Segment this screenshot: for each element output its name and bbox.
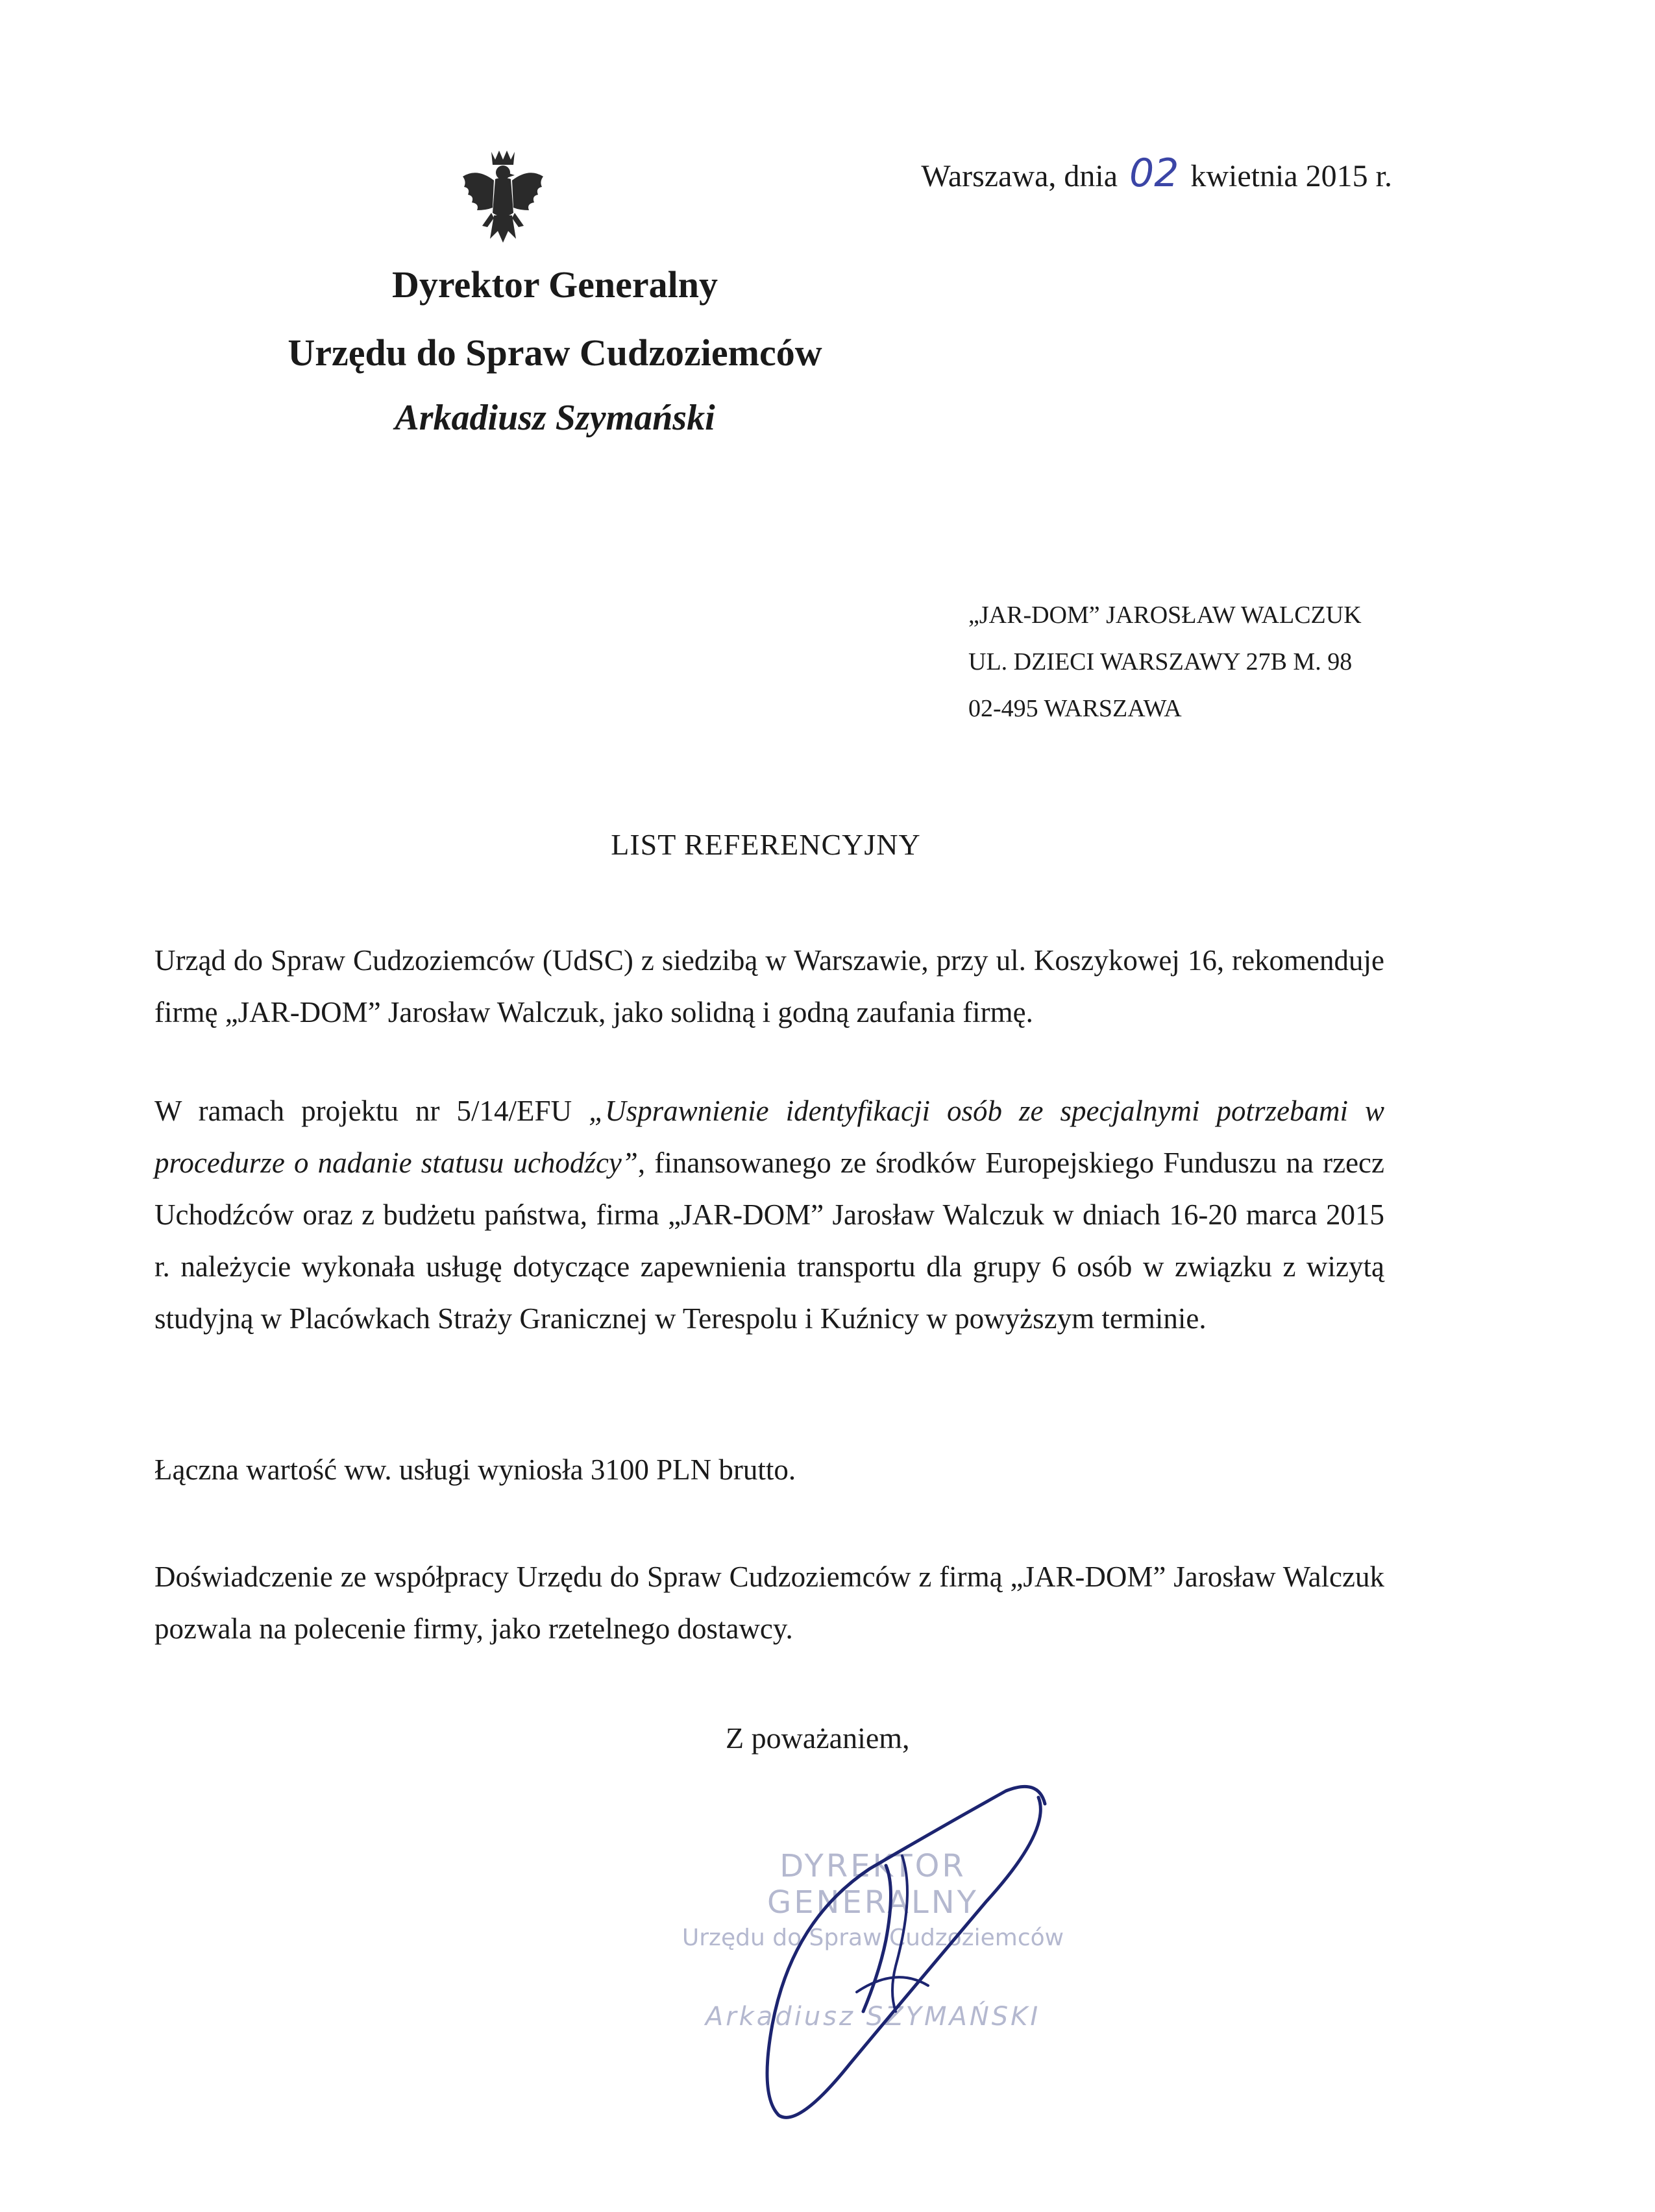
recipient-line-2: UL. DZIECI WARSZAWY 27B M. 98 bbox=[968, 648, 1353, 675]
recipient-line-3: 02-495 WARSZAWA bbox=[968, 695, 1182, 722]
sender-title: Dyrektor Generalny bbox=[391, 263, 718, 306]
paragraph-project bbox=[154, 1085, 1384, 1344]
paragraph-value: Łączna wartość ww. usługi wyniosła 3100 PLN brutto. bbox=[154, 1453, 796, 1486]
date-prefix: Warszawa, dnia bbox=[921, 159, 1118, 193]
paragraph-recommendation: Urząd do Spraw Cudzoziemców (UdSC) z siedzibą w Warszawie, przy ul. Koszykowej 16, rekomenduje firmę „JAR-DOM” Jarosław Walczuk, jako solidną i godną zaufania firmę. bbox=[154, 944, 1384, 1028]
sender-office: Urzędu do Spraw Cudzoziemców bbox=[288, 332, 822, 374]
letter-title: LIST REFERENCYJNY bbox=[611, 828, 921, 861]
date-day-handwritten: 02 bbox=[1129, 151, 1179, 196]
stamp-line-1: DYREKTOR GENERALNY bbox=[767, 1848, 979, 1921]
paragraph-experience: Doświadczenie ze współpracy Urzędu do Spraw Cudzoziemców z firmą „JAR-DOM” Jarosław Walczuk pozwala na polecenie firmy, jako rzetelnego dostawcy. bbox=[154, 1561, 1384, 1645]
recipient-address bbox=[968, 592, 1362, 732]
stamp-line-2: Urzędu do Spraw Cudzoziemców bbox=[681, 1925, 1064, 1951]
handwritten-signature bbox=[701, 1778, 1064, 2141]
eagle-emblem-icon bbox=[458, 148, 548, 258]
recipient-line-1: „JAR-DOM” JAROSŁAW WALCZUK bbox=[968, 602, 1362, 629]
project-details: , finansowanego ze środków Europejskiego Funduszu na rzecz Uchodźców oraz z budżetu państwa, firma „JAR-DOM” Jarosław Walczuk w dniach 16-20 marca 2015 r. należycie wykonała usługę dotyczące zapewnienia transportu dla grupy 6 osób w związku z wizytą studyjną w Placówkach Straży Granicznej w Terespolu i Kuźnicy w powyższym terminie. bbox=[154, 1147, 1384, 1335]
project-name: „Usprawnienie identyfikacji osób ze specjalnymi potrzebami w procedurze o nadanie statusu uchodźcy” bbox=[154, 1095, 1384, 1179]
closing-phrase: Z poważaniem, bbox=[726, 1721, 910, 1755]
project-intro: W ramach projektu nr 5/14/EFU bbox=[154, 1095, 572, 1127]
sender-name: Arkadiusz Szymański bbox=[395, 398, 715, 438]
letter-date bbox=[921, 151, 1392, 196]
stamp-line-3: Arkadiusz SZYMAŃSKI bbox=[705, 2002, 1041, 2032]
date-suffix: kwietnia 2015 r. bbox=[1190, 159, 1392, 193]
